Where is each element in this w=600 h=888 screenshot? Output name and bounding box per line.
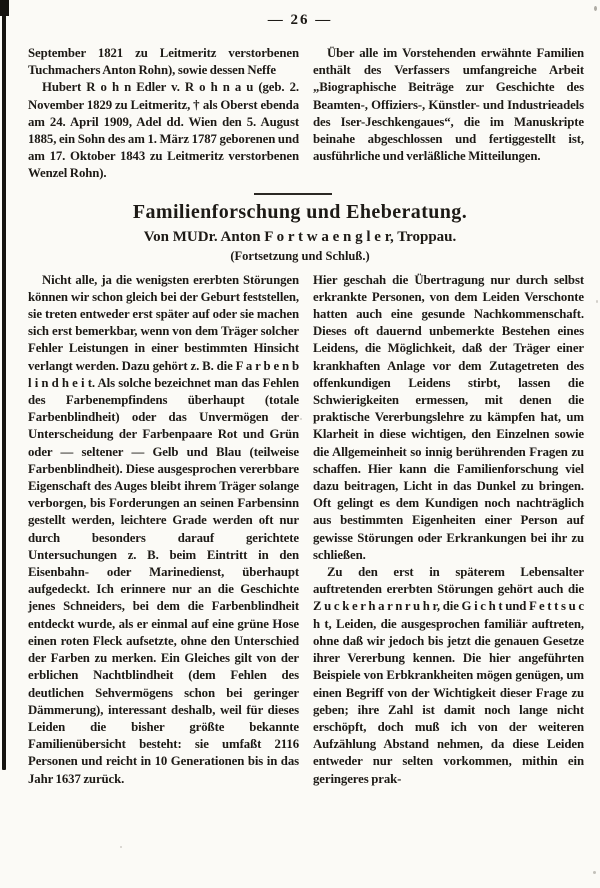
paragraph: September 1821 zu Leitmeritz verstorbenen Tuchmachers Anton Rohn), sowie dessen Neffe bbox=[28, 46, 299, 78]
scan-speckle bbox=[593, 871, 596, 874]
previous-article-tail bbox=[0, 45, 600, 183]
scan-edge-line bbox=[2, 0, 6, 770]
scan-speckle bbox=[300, 418, 302, 420]
paragraph: Nicht alle, ja die wenigsten ererbten Störungen können wir schon gleich bei der Geburt feststellen, sie treten entweder erst später auf oder sie machen sich erst bemerkbar, wenn von dem Träger solcher Fehler Leistungen in einer bestimmten Hinsicht verlangt werden. Dazu gehört z. B. die F a r b e n b l i n d h e i t. Als solche bezeichnet man das Fehlen des Farbenempfindens überhaupt (totale Farbenblindheit) oder das Unvermögen der Unterscheidung der Farbenpaare Rot und Grün oder — seltener — Gelb und Blau (teilweise Farbenblindheit). Diese ausgesprochen vererbbare Eigenschaft des Auges bleibt ihrem Träger solange verborgen, bis Forderungen an seinen Farbensinn gestellt werden, leichtere Grade werden oft nur durch besonders darauf gerichtete Untersuchungen z. B. beim Eintritt in den Eisenbahn- oder Marinedienst, überhaupt aufgedeckt. Ich erinnere nur an die Geschichte jenes Schneiders, bei dem die Farbenblindheit entdeckt wurde, als er einmal auf eine grüne Hose einen roten Fleck aufsetzte, ohne den Unterschied der Farben zu merken. Ein Gleiches gilt von der erblichen Nachtblindheit (dem Fehlen des deutlichen Sehvermögens schon bei geringer Dämmerung), interessant deshalb, weil für dieses Leiden die bisher größte bekannte Familienübersicht besteht: sie umfaßt 2116 Personen und reicht in 10 Generationen bis in das Jahr 1637 zurück. bbox=[28, 272, 299, 786]
article-byline: Von MUDr. Anton F o r t w a e n g l e r, Troppau. bbox=[143, 228, 457, 245]
article-subtitle: (Fortsetzung und Schluß.) bbox=[230, 248, 370, 263]
article-title: Familienforschung und Eheberatung. bbox=[132, 200, 468, 223]
article-body bbox=[0, 272, 600, 788]
body-left-column bbox=[28, 272, 299, 788]
top-right-column bbox=[313, 45, 584, 183]
scan-speckle bbox=[596, 300, 598, 303]
page-number: — 26 — bbox=[267, 12, 333, 28]
section-separator-rule bbox=[254, 193, 332, 195]
top-left-column bbox=[28, 45, 299, 183]
scan-speckle bbox=[594, 6, 597, 11]
paragraph: Zu den erst in späterem Lebensalter auftretenden ererbten Störungen gehört auch die Z u c k e r h a r n r u h r, die G i c h t und F e t t s u c h t, Leiden, die ausgesprochen familiär auftreten, ohne daß wir jedoch bis jetzt die genauen Gesetze ihrer Vererbung kennen. Die hier angeführten Beispiele von Erbkrankheiten mögen genügen, um einen Begriff von der Wichtigkeit dieser Frage zu geben; ihre Zahl ist damit noch lange nicht erschöpft, doch muß ich von der weiteren Aufzählung Abstand nehmen, da diese Leiden entweder nur selten vorkommen, mithin ein geringeres prak- bbox=[313, 565, 584, 786]
body-right-column bbox=[313, 272, 584, 788]
paragraph: Hier geschah die Übertragung nur durch selbst erkrankte Personen, von dem Leiden Verschonte hatten auch eine gesunde Nachkommenschaft. Dieses oft dauernd unbemerkte Bestehen eines Leidens, die Möglichkeit, daß der Träger einer krankhaften Anlage vor dem Zutagetreten des offenkundigen Leidens stirbt, lassen die Schwierigkeiten ermessen, mit denen die praktische Vererbungslehre zu kämpfen hat, um Klarheit in diese wichtigen, den Einzelnen sowie die Allgemeinheit so innig berührenden Fragen zu schaffen. Hier kann die Familienforschung viel dazu beitragen, Licht in das Dunkel zu bringen. Oft gelingt es dem Kundigen noch nachträglich aus bestimmten Eigenheiten einer Person auf gewisse Störungen oder Erkrankungen bei ihr zu schließen. bbox=[313, 272, 584, 562]
paragraph: Hubert R o h n Edler v. R o h n a u (geb. 2. November 1829 zu Leitmeritz, † als Oberst ebenda am 24. April 1909, Adel dd. Wien den 5. August 1885, ein Sohn des am 1. März 1787 geborenen und am 17. Oktober 1843 zu Leitmeritz verstorbenen Wenzel Rohn). bbox=[28, 80, 299, 181]
scan-speckle bbox=[120, 846, 122, 848]
paragraph: Über alle im Vorstehenden erwähnte Familien enthält des Verfassers umfangreiche Arbeit „Biographische Beiträge zur Geschichte des Beamten-, Offiziers-, Künstler- und Industrieadels des Iser-Jeschkengaues“, die im Manuskripte beinahe abgeschlossen und fertiggestellt ist, ausführliche und verläßliche Mitteilungen. bbox=[313, 46, 584, 164]
